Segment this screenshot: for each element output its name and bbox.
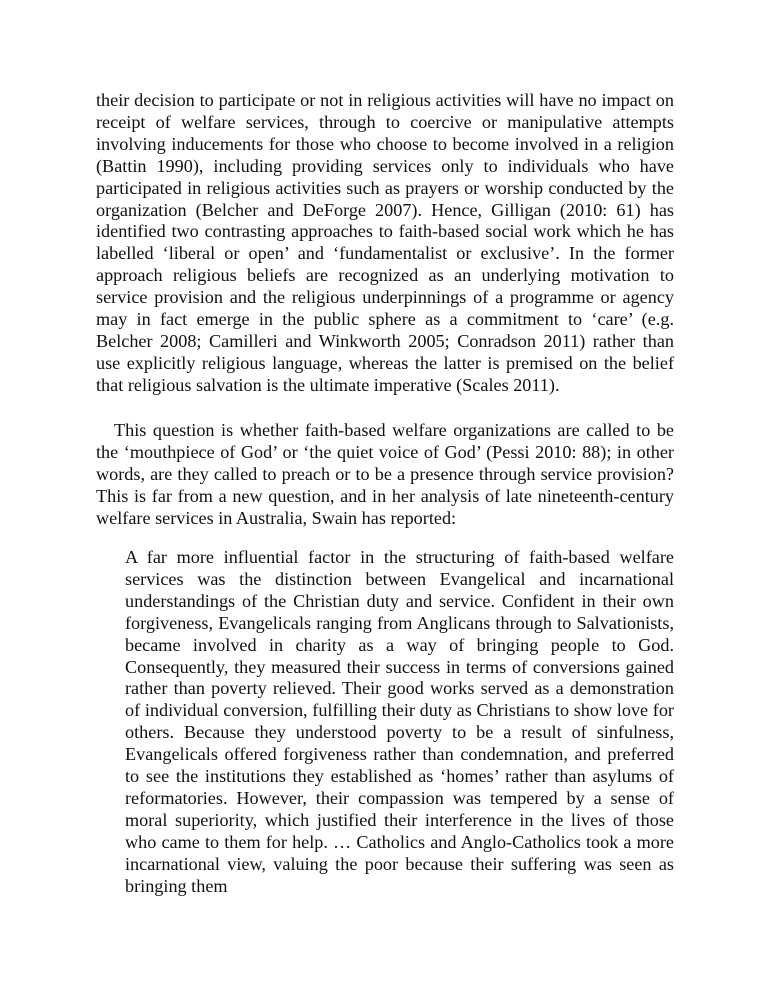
body-paragraph-2: This question is whether faith-based welfare organizations are called to be the ‘mouthpiece of God’ or ‘the quiet voice of God’ (Pessi 2010: 88); in other words, are they called to preach or to be a presence through service provision? This is far from a new question, and in her analysis of late nineteenth-century welfare services in Australia, Swain has reported: [96, 420, 674, 528]
block-quote: A far more influential factor in the structuring of faith-based welfare services was the distinction between Evangelical and incarnational understandings of the Christian duty and service. Confident in their own forgiveness, Evangelicals ranging from Anglicans through to Salvationists, became involved in charity as a way of bringing people to God. Consequently, they measured their success in terms of conversions gained rather than poverty relieved. Their good works served as a demonstration of individual conversion, fulfilling their duty as Christians to show love for others. Because they understood poverty to be a result of sinfulness, Evangelicals offered forgiveness rather than condemnation, and preferred to see the institutions they established as ‘homes’ rather than asylums of reformatories. However, their compassion was tempered by a sense of moral superiority, which justified their interference in the lives of those who came to them for help. … Catholics and Anglo-Catholics took a more incarnational view, valuing the poor because their suffering was seen as bringing them [125, 547, 674, 896]
body-paragraph-1: their decision to participate or not in religious activities will have no impact on receipt of welfare services, through to coercive or manipulative attempts involving inducements for those who choose to become involved in a religion (Battin 1990), including providing services only to individuals who have participated in religious activities such as prayers or worship conducted by the organization (Belcher and DeForge 2007). Hence, Gilligan (2010: 61) has identified two contrasting approaches to faith-based social work which he has labelled ‘liberal or open’ and ‘fundamentalist or exclusive’. In the former approach religious beliefs are recognized as an underlying motivation to service provision and the religious underpinnings of a programme or agency may in fact emerge in the public sphere as a commitment to ‘care’ (e.g. Belcher 2008; Camilleri and Winkworth 2005; Conradson 2011) rather than use explicitly religious language, whereas the latter is premised on the belief that religious salvation is the ultimate imperative (Scales 2011). [96, 90, 674, 395]
